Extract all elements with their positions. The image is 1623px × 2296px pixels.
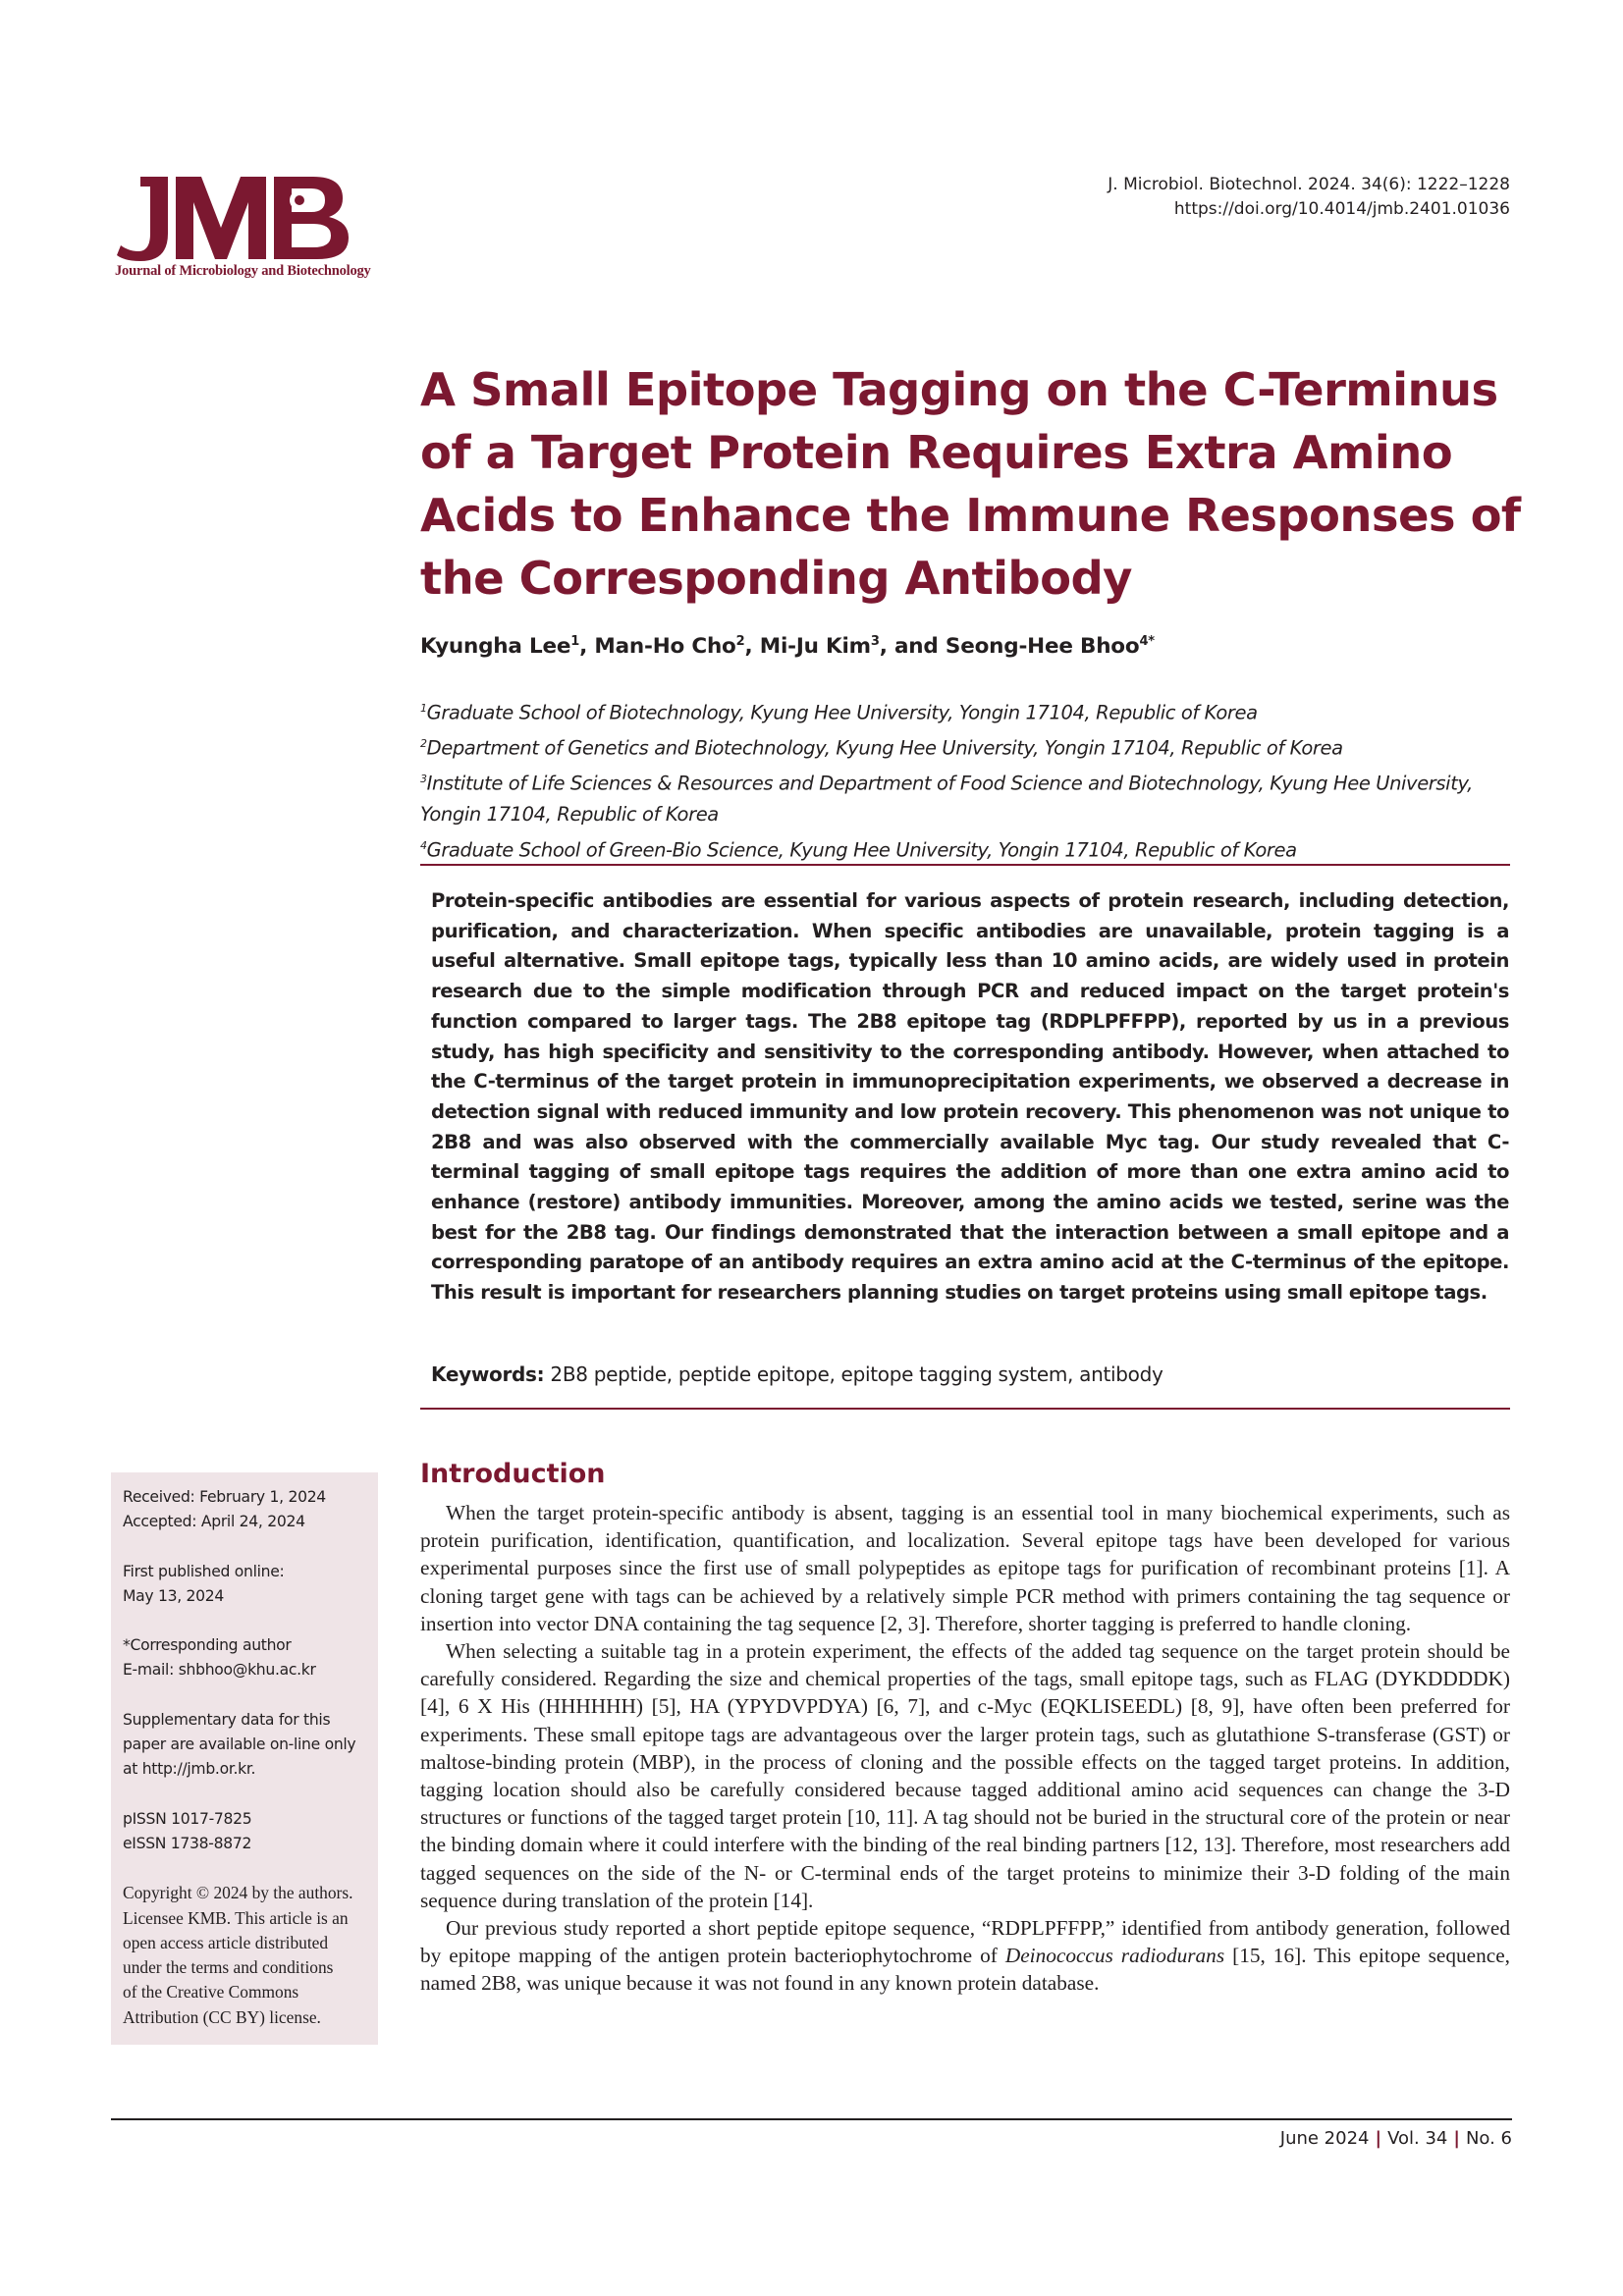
affiliation — [420, 764, 1520, 830]
keywords — [431, 1362, 1163, 1386]
author-name: Seong-Hee Bhoo — [945, 634, 1140, 660]
author-sup: 4* — [1139, 634, 1155, 649]
first-published-label: First published online: — [123, 1562, 285, 1580]
paragraph: When the target protein-specific antibody is absent, tagging is an essential tool in many biochemical experiments, such as protein purification, identification, quantification, and localization. Several epitope tags have been developed for various experimental purposes since the first use of small polypeptides as epitope tags for purification of recombinant proteins [1]. A cloning target gene with tags can be achieved by a relatively simple PCR method with primers containing the tag sequence or insertion into vector DNA containing the tag sequence [2, 3]. Therefore, shorter tagging is preferred to handle cloning. — [420, 1501, 1510, 1635]
copyright-line: open access article distributed — [123, 1932, 329, 1952]
issue-date: June 2024 — [1279, 2128, 1370, 2149]
author-sup: 2 — [735, 634, 745, 649]
abstract: Protein-specific antibodies are essential for various aspects of protein research, including detection, purification, and characterization. When specific antibodies are unavailable, protein tagging is a useful alternative. Small epitope tags, typically less than 10 amino acids, are widely used in protein research due to the simple modification through PCR and reduced impact on the target protein's function compared to larger tags. The 2B8 epitope tag (RDPLPFFPP), reported by us in a previous study, has high specificity and sensitivity to the corresponding antibody. However, when attached to the C-terminus of the target protein in immunoprecipitation experiments, we observed a decrease in detection signal with reduced immunity and low protein recovery. This phenomenon was not unique to 2B8 and was also observed with the commercially available Myc tag. Our study revealed that C-terminal tagging of small epitope tags requires the addition of more than one extra amino acid to enhance (restore) antibody immunities. Moreover, among the amino acids we tested, serine was the best for the 2B8 tag. Our findings demonstrated that the interaction between a small epitope and a corresponding paratope of an antibody requires an extra amino acid at the C-terminus of the epitope. This result is important for researchers planning studies on target proteins using small epitope tags. — [431, 889, 1509, 1305]
species-name: Deinococcus radiodurans — [1004, 1944, 1225, 1968]
article-title: A Small Epitope Tagging on the C-Terminus of a Target Protein Requires Extra Amino Acids to Enhance the Immune Responses of the Corresponding Antibody — [420, 363, 1521, 605]
affiliation-text: Graduate School of Biotechnology, Kyung Hee University, Yongin 17104, Republic of Korea — [426, 701, 1258, 724]
copyright-line: Attribution (CC BY) license. — [123, 2006, 321, 2027]
citation-block — [1108, 173, 1510, 222]
journal-logo — [111, 173, 435, 286]
copyright-line: of the Creative Commons — [123, 1982, 299, 2002]
volume: Vol. 34 — [1387, 2128, 1448, 2149]
body-text — [420, 1499, 1510, 1998]
keywords-label: Keywords: — [431, 1362, 545, 1386]
accepted-date: Accepted: April 24, 2024 — [123, 1513, 305, 1531]
author-sup: 3 — [870, 634, 880, 649]
supplementary-link[interactable]: at http://jmb.or.kr. — [123, 1760, 256, 1779]
abstract-top-rule — [420, 864, 1510, 866]
issue-number: No. 6 — [1465, 2128, 1512, 2149]
author-name: Kyungha Lee — [420, 634, 571, 660]
affiliation-text: Department of Genetics and Biotechnology, Kyung Hee University, Yongin 17104, Republic of Korea — [426, 736, 1343, 760]
author-list — [420, 634, 1155, 659]
author-sep: , and — [879, 634, 946, 660]
affiliation-num: 3 — [420, 773, 427, 785]
received-date: Received: February 1, 2024 — [123, 1488, 326, 1506]
supplementary-note: paper are available on-line only — [123, 1735, 356, 1754]
copyright-line: under the terms and conditions — [123, 1957, 334, 1978]
affiliation — [420, 830, 1520, 866]
paragraph-text: Our previous study reported a short peptide epitope sequence, “RDPLPFFPP,” identified from antibody generation, followed by epitope mapping of the antigen protein bacteriophytochrome of — [420, 1916, 1510, 1968]
affiliation — [420, 728, 1520, 764]
citation-line: J. Microbiol. Biotechnol. 2024. 34(6): 1222–1228 — [1108, 175, 1510, 194]
affiliation-text: Graduate School of Green-Bio Science, Kyung Hee University, Yongin 17104, Republic of Korea — [426, 838, 1297, 861]
author-name: Mi-Ju Kim — [759, 634, 871, 660]
abstract-bottom-rule — [420, 1408, 1510, 1410]
paragraph-text: [15, 16]. This epitope sequence, named 2B8, was unique because it was not found in any known protein database. — [420, 1944, 1510, 1996]
keywords-text: 2B8 peptide, peptide epitope, epitope tagging system, antibody — [550, 1362, 1163, 1386]
footer-rule — [111, 2118, 1512, 2120]
jmb-logo-mark — [111, 173, 435, 266]
eissn: eISSN 1738-8872 — [123, 1834, 252, 1852]
paragraph — [420, 1914, 1510, 1998]
first-published-date: May 13, 2024 — [123, 1586, 225, 1605]
author-sep: , — [579, 634, 595, 660]
paragraph: When selecting a suitable tag in a protein experiment, the effects of the added tag sequence on the target protein should be carefully considered. Regarding the size and chemical properties of the tags, small epitope tags, such as FLAG (DYKDDDDK) [4], 6 X His (HHHHHH) [5], HA (YPYDVPDYA) [6, 7], and c-Myc (EQKLISEEDL) [8, 9], have often been preferred for experiments. These small epitope tags are advantageous over the larger protein tags, such as glutathione S-transferase (GST) or maltose-binding protein (MBP), in the process of cloning and the possible effects on the tagged target proteins. In addition, tagging location should also be carefully considered because tagged additional amino acid sequences can change the 3-D structures or functions of the tagged target protein [10, 11]. A tag should not be buried in the structural core of the protein or near the binding domain where it could interfere with the binding of the real binding partners [12, 13]. Therefore, most researchers add tagged sequences on the side of the N- or C-terminal ends of the target proteins to minimize their 3-D folding of the main sequence during translation of the protein [14]. — [420, 1639, 1510, 1912]
supplementary-note: Supplementary data for this — [123, 1710, 331, 1729]
affiliation-num: 2 — [420, 737, 427, 750]
affiliation — [420, 693, 1520, 728]
copyright-line: Copyright © 2024 by the authors. — [123, 1883, 353, 1903]
affiliation-num: 4 — [420, 838, 427, 852]
copyright-line: Licensee KMB. This article is an — [123, 1907, 349, 1928]
footer-separator: | — [1375, 2128, 1382, 2149]
author-name: Man-Ho Cho — [594, 634, 736, 660]
article-info-sidebar — [111, 1472, 378, 2045]
affiliations — [420, 693, 1520, 866]
affiliation-text: Institute of Life Sciences & Resources and Department of Food Science and Biotechnology, Kyung Hee University, Yongin 17104, Republic of Korea — [420, 772, 1473, 826]
pissn: pISSN 1017-7825 — [123, 1809, 252, 1828]
author-sep: , — [744, 634, 760, 660]
author-sup: 1 — [570, 634, 580, 649]
section-heading: Introduction — [420, 1459, 606, 1489]
corresponding-author-email[interactable]: E-mail: shbhoo@khu.ac.kr — [123, 1661, 316, 1680]
logo-subtitle: Journal of Microbiology and Biotechnology — [115, 263, 371, 279]
footer-separator: | — [1453, 2128, 1460, 2149]
corresponding-author-label: *Corresponding author — [123, 1636, 292, 1655]
affiliation-num: 1 — [420, 702, 427, 715]
doi-link[interactable]: https://doi.org/10.4014/jmb.2401.01036 — [1173, 199, 1510, 219]
page-footer — [1280, 2128, 1512, 2149]
